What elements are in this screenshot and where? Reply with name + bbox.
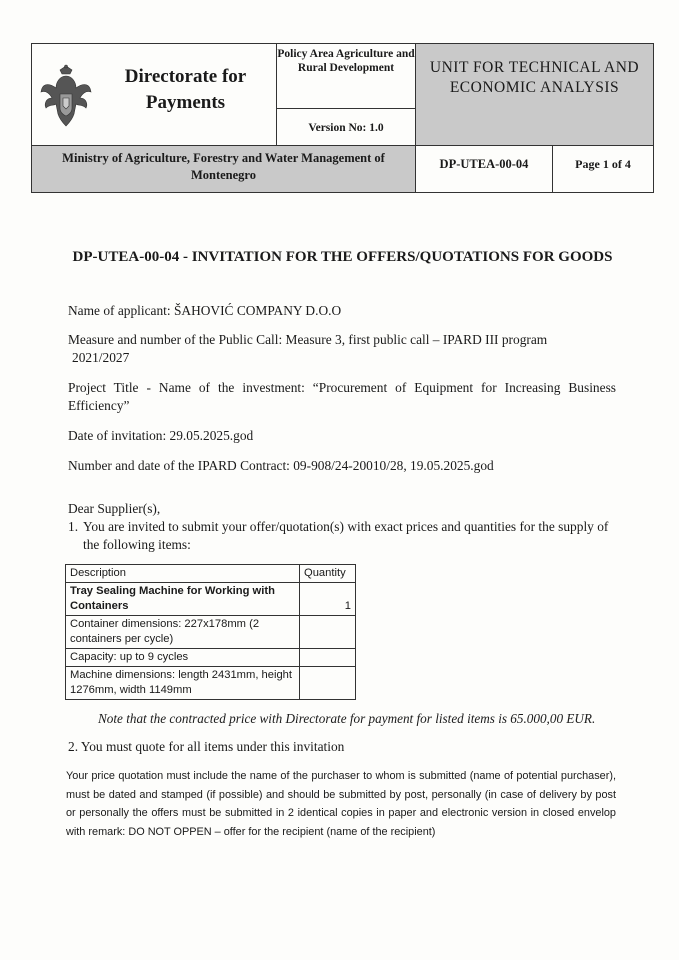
row-quantity xyxy=(300,667,356,700)
ministry-cell: Ministry of Agriculture, Forestry and Water Management of Montenegro xyxy=(31,145,416,193)
directorate-title: Directorate for Payments xyxy=(124,66,247,113)
items-table xyxy=(65,564,356,700)
version-cell: Version No: 1.0 xyxy=(276,108,416,146)
row-description: Tray Sealing Machine for Working with Containers xyxy=(66,583,300,616)
row-description: Container dimensions: 227x178mm (2 containers per cycle) xyxy=(66,616,300,649)
page-number-cell: Page 1 of 4 xyxy=(552,145,654,193)
body-paragraph: Your price quotation must include the name of the purchaser to whom is submitted (name of potential purchaser), must be dated and stamped (if possible) and should be submitted by post, personally (in case of delivery by post or personally the offers must be submitted in 2 identical copies in paper and electronic version in closed envelop with remark: DO NOT OPPEN – offer for the recipient (name of the recipient) xyxy=(66,770,616,838)
row-quantity xyxy=(300,649,356,667)
point2-text: 2. You must quote for all items under this invitation xyxy=(68,739,345,754)
applicant-field: Name of applicant: ŠAHOVIĆ COMPANY D.O.O xyxy=(68,303,342,318)
doc-code-cell: DP-UTEA-00-04 xyxy=(415,145,553,193)
measure-field-line1: Measure and number of the Public Call: Measure 3, first public call – IPARD III program xyxy=(68,332,548,347)
date-field: Date of invitation: 29.05.2025.god xyxy=(68,428,254,443)
unit-cell: UNIT FOR TECHNICAL AND ECONOMIC ANALYSIS xyxy=(415,43,654,146)
salutation: Dear Supplier(s), xyxy=(68,501,161,516)
header-quantity: Quantity xyxy=(300,565,356,583)
point1-number: 1. xyxy=(68,519,79,534)
row-description: Machine dimensions: length 2431mm, height 1276mm, width 1149mm xyxy=(66,667,300,700)
policy-area-cell: Policy Area Agriculture and Rural Development xyxy=(276,43,416,109)
measure-field-line2: 2021/2027 xyxy=(72,350,130,365)
price-note: Note that the contracted price with Directorate for payment for listed items is 65.000,00 EUR. xyxy=(98,711,596,726)
row-quantity xyxy=(300,616,356,649)
table-row xyxy=(66,583,356,616)
coat-of-arms-icon xyxy=(38,64,94,128)
row-description: Capacity: up to 9 cycles xyxy=(66,649,300,667)
table-row xyxy=(66,616,356,649)
table-row xyxy=(66,667,356,700)
table-row xyxy=(66,649,356,667)
point1-text: You are invited to submit your offer/quotation(s) with exact prices and quantities for the supply of the following items: xyxy=(83,519,609,552)
header-description: Description xyxy=(66,565,300,583)
project-field: Project Title - Name of the investment: “Procurement of Equipment for Increasing Business Efficiency” xyxy=(68,380,616,413)
row-quantity: 1 xyxy=(300,583,356,616)
header-table xyxy=(31,43,654,193)
table-header-row xyxy=(66,565,356,583)
directorate-cell xyxy=(31,43,277,146)
document-title: DP-UTEA-00-04 - INVITATION FOR THE OFFERS/QUOTATIONS FOR GOODS xyxy=(72,249,613,265)
contract-field: Number and date of the IPARD Contract: 09-908/24-20010/28, 19.05.2025.god xyxy=(68,458,494,473)
